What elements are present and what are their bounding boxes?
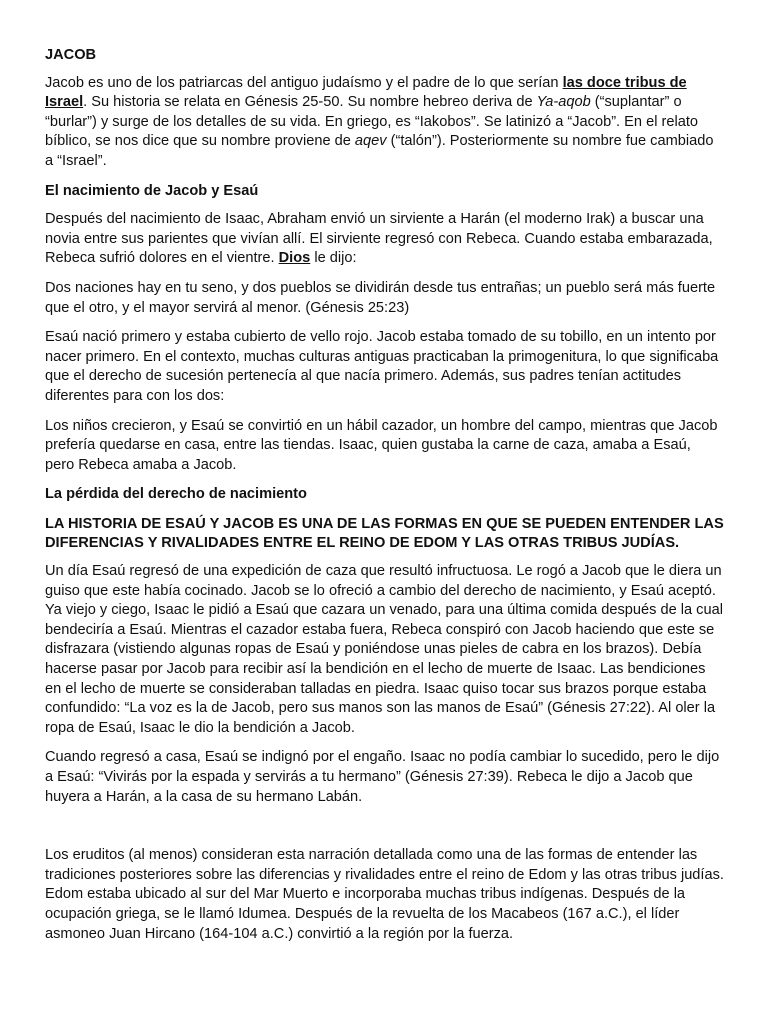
link-dios[interactable]: Dios xyxy=(278,250,311,267)
intro-text-1: Jacob es uno de los patriarcas del antiguo judaísmo y el padre de lo que serían xyxy=(45,74,563,91)
esau-born-paragraph: Esaú nació primero y estaba cubierto de vello rojo. Jacob estaba tomado de su tobillo, en un intento por nacer primero. En el contexto, muchas culturas antiguas practicaban la primogenitura, lo que significaba que el derecho de sucesión pertenecía al que nacía primero. Además, sus padres tenían actitudes diferentes para con los dos: xyxy=(45,329,719,404)
hunt-paragraph: Un día Esaú regresó de una expedición de caza que resultó infructuosa. Le rogó a Jacob que le diera un guiso que este había cocinado. Jacob se lo ofreció a cambio del derecho de nacimiento, y Esaú aceptó. Ya viejo y ciego, Isaac le pidió a Esaú que cazara un venado, para una última comida después de la cual bendeciría a Esaú. Mientras el cazador estaba fuera, Rebeca conspiró con Jacob haciendo que este se disfrazara (vistiendo algunas ropas de Esaú y poniéndose unas pieles de cabra en los brazos). Debía hacerse pasar por Jacob para recibir así la bendición en el lecho de muerte de Isaac. Las bendiciones en el lecho de muerte se consideraban talladas en piedra. Isaac quiso tocar sus brazos porque estaba confundido: “La voz es la de Jacob, pero sus manos son las manos de Esaú” (Génesis 27:22). Al oler la ropa de Esaú, Isaac le dio la bendición a Jacob. xyxy=(45,563,723,736)
birth-text-2: le dijo: xyxy=(310,250,357,267)
intro-emphasis-aqev: aqev xyxy=(354,133,387,150)
children-paragraph: Los niños crecieron, y Esaú se convirtió en un hábil cazador, un hombre del campo, mientras que Jacob prefería quedarse en casa, entre las tiendas. Isaac, quien gustaba la carne de caza, amaba a Esaú, pero Rebeca amaba a Jacob. xyxy=(45,417,718,473)
intro-emphasis-ya-aqob: Ya-aqob xyxy=(536,94,591,111)
intro-paragraph xyxy=(45,74,724,172)
quote-paragraph: Dos naciones hay en tu seno, y dos pueblos se dividirán desde tus entrañas; un pueblo será más fuerte que el otro, y el mayor servirá al menor. (Génesis 25:23) xyxy=(45,279,716,316)
intro-text-2: . Su historia se relata en Génesis 25-50. Su nombre hebreo deriva de xyxy=(83,94,537,111)
return-paragraph: Cuando regresó a casa, Esaú se indignó por el engaño. Isaac no podía cambiar lo sucedido, pero le dijo a Esaú: “Vivirás por la espada y servirás a tu hermano” (Génesis 27:39). Rebeca le dijo a Jacob que huyera a Harán, a la casa de su hermano Labán. xyxy=(45,749,720,805)
birth-text-1: Después del nacimiento de Isaac, Abraham envió un sirviente a Harán (el moderno Irak) a buscar una novia entre sus parientes que vivían allí. El sirviente regresó con Rebeca. Cuando estaba embarazada, Rebeca sufrió dolores en el vientre. xyxy=(45,211,713,267)
intro-text-3: (“suplantar” o “burlar”) y surge de los detalles de su vida. En griego, es “Iakobos”. Se latinizó a “Jacob”. En el relato bíblico, se nos dice que su nombre proviene de xyxy=(45,94,698,150)
section-heading-birth: El nacimiento de Jacob y Esaú xyxy=(45,182,259,199)
section-heading-birthright: La pérdida del derecho de nacimiento xyxy=(45,486,307,503)
page-title: JACOB xyxy=(45,47,97,63)
birth-paragraph xyxy=(45,210,724,269)
scholars-paragraph: Los eruditos (al menos) consideran esta narración detallada como una de las formas de entender las tradiciones posteriores sobre las diferencias y rivalidades entre el reino de Edom y las otras tribus judías. Edom estaba ubicado al sur del Mar Muerto e incorporaba muchas tribus indígenas. Después de la ocupación griega, se le llamó Idumea. Después de la revuelta de los Macabeos (167 a.C.), el líder asmoneo Juan Hircano (164-104 a.C.) convirtió a la región por la fuerza. xyxy=(45,847,724,942)
pull-quote-callout: LA HISTORIA DE ESAÚ Y JACOB ES UNA DE LAS FORMAS EN QUE SE PUEDEN ENTENDER LAS DIFERENCIAS Y RIVALIDADES ENTRE EL REINO DE EDOM Y LAS OTRAS TRIBUS JUDÍAS. xyxy=(45,515,724,552)
blank-gap xyxy=(45,817,724,846)
intro-text-4: (“talón”). Posteriormente su nombre fue cambiado a “Israel”. xyxy=(45,133,714,169)
link-twelve-tribes[interactable]: las doce tribus de Israel xyxy=(45,74,687,111)
